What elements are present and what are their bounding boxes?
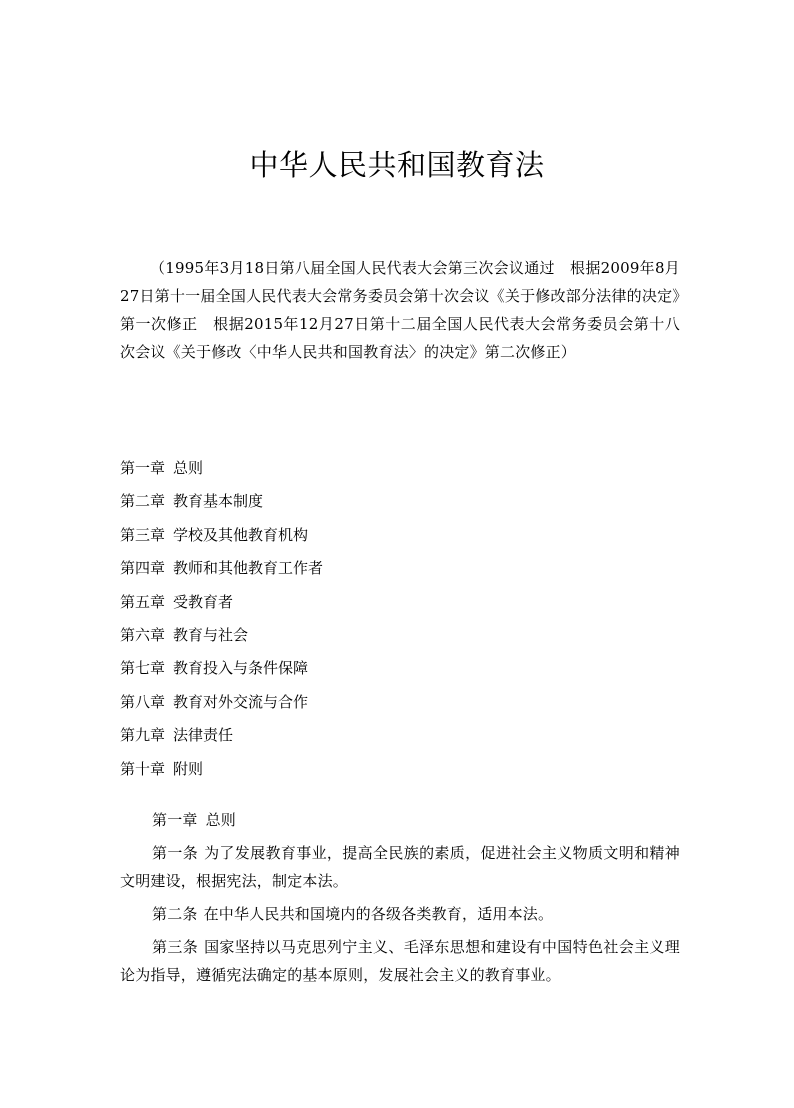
article-text: 在中华人民共和国境内的各级各类教育，适用本法。 <box>203 905 554 923</box>
toc-item <box>120 485 680 518</box>
chapter-one-body <box>120 806 680 994</box>
toc-chapter-title: 教育对外交流与合作 <box>173 692 309 711</box>
toc-chapter-number: 第一章 <box>120 459 166 477</box>
toc-item <box>120 552 680 585</box>
toc-chapter-number: 第七章 <box>120 659 166 678</box>
article-number: 第二条 <box>152 905 198 923</box>
toc-chapter-title: 教育与社会 <box>173 625 249 644</box>
toc-item <box>120 586 680 619</box>
article-paragraph <box>120 900 680 928</box>
toc-item <box>120 652 680 685</box>
toc-item <box>120 452 680 485</box>
article-number: 第三条 <box>152 938 199 956</box>
toc-chapter-title: 法律责任 <box>173 726 234 745</box>
table-of-contents <box>120 452 680 786</box>
toc-chapter-number: 第四章 <box>120 559 166 578</box>
toc-chapter-number: 第二章 <box>120 492 166 511</box>
article-paragraph <box>120 933 680 989</box>
toc-chapter-title: 受教育者 <box>173 592 234 611</box>
adoption-history-note: （1995年3月18日第八届全国人民代表大会第三次会议通过 根据2009年8月27日第十一届全国人民代表大会常务委员会第十次会议《关于修改部分法律的决定》第一次修正 根据2015年12月27日第十二届全国人民代表大会常务委员会第十八次会议《关于修改〈中华人民共和国教育法〉的决定》第二次修正） <box>120 259 680 361</box>
chapter-number: 第一章 <box>152 811 198 829</box>
toc-chapter-number: 第十章 <box>120 759 166 778</box>
article-text: 为了发展教育事业，提高全民族的素质，促进社会主义物质文明和精神文明建设，根据宪法，制定本法。 <box>120 844 680 890</box>
toc-chapter-number: 第五章 <box>120 592 166 611</box>
toc-chapter-title: 学校及其他教育机构 <box>173 525 309 544</box>
toc-chapter-title: 总则 <box>173 459 204 477</box>
chapter-heading <box>120 806 680 834</box>
toc-item <box>120 519 680 552</box>
toc-chapter-title: 教育投入与条件保障 <box>173 659 309 678</box>
toc-item <box>120 686 680 719</box>
toc-chapter-number: 第九章 <box>120 726 166 745</box>
article-number: 第一条 <box>152 844 199 862</box>
toc-chapter-number: 第三章 <box>120 525 166 544</box>
toc-item <box>120 619 680 652</box>
toc-chapter-title: 教育基本制度 <box>173 492 264 511</box>
document-title: 中华人民共和国教育法 <box>249 148 545 182</box>
article-text: 国家坚持以马克思列宁主义、毛泽东思想和建设有中国特色社会主义理论为指导，遵循宪法确定的基本原则，发展社会主义的教育事业。 <box>120 938 680 984</box>
toc-item <box>120 753 680 786</box>
article-paragraph <box>120 839 680 895</box>
toc-item <box>120 719 680 752</box>
chapter-title: 总则 <box>205 811 237 829</box>
toc-chapter-title: 教师和其他教育工作者 <box>173 559 324 578</box>
toc-chapter-title: 附则 <box>173 759 204 778</box>
toc-chapter-number: 第六章 <box>120 625 166 644</box>
toc-chapter-number: 第八章 <box>120 692 166 711</box>
